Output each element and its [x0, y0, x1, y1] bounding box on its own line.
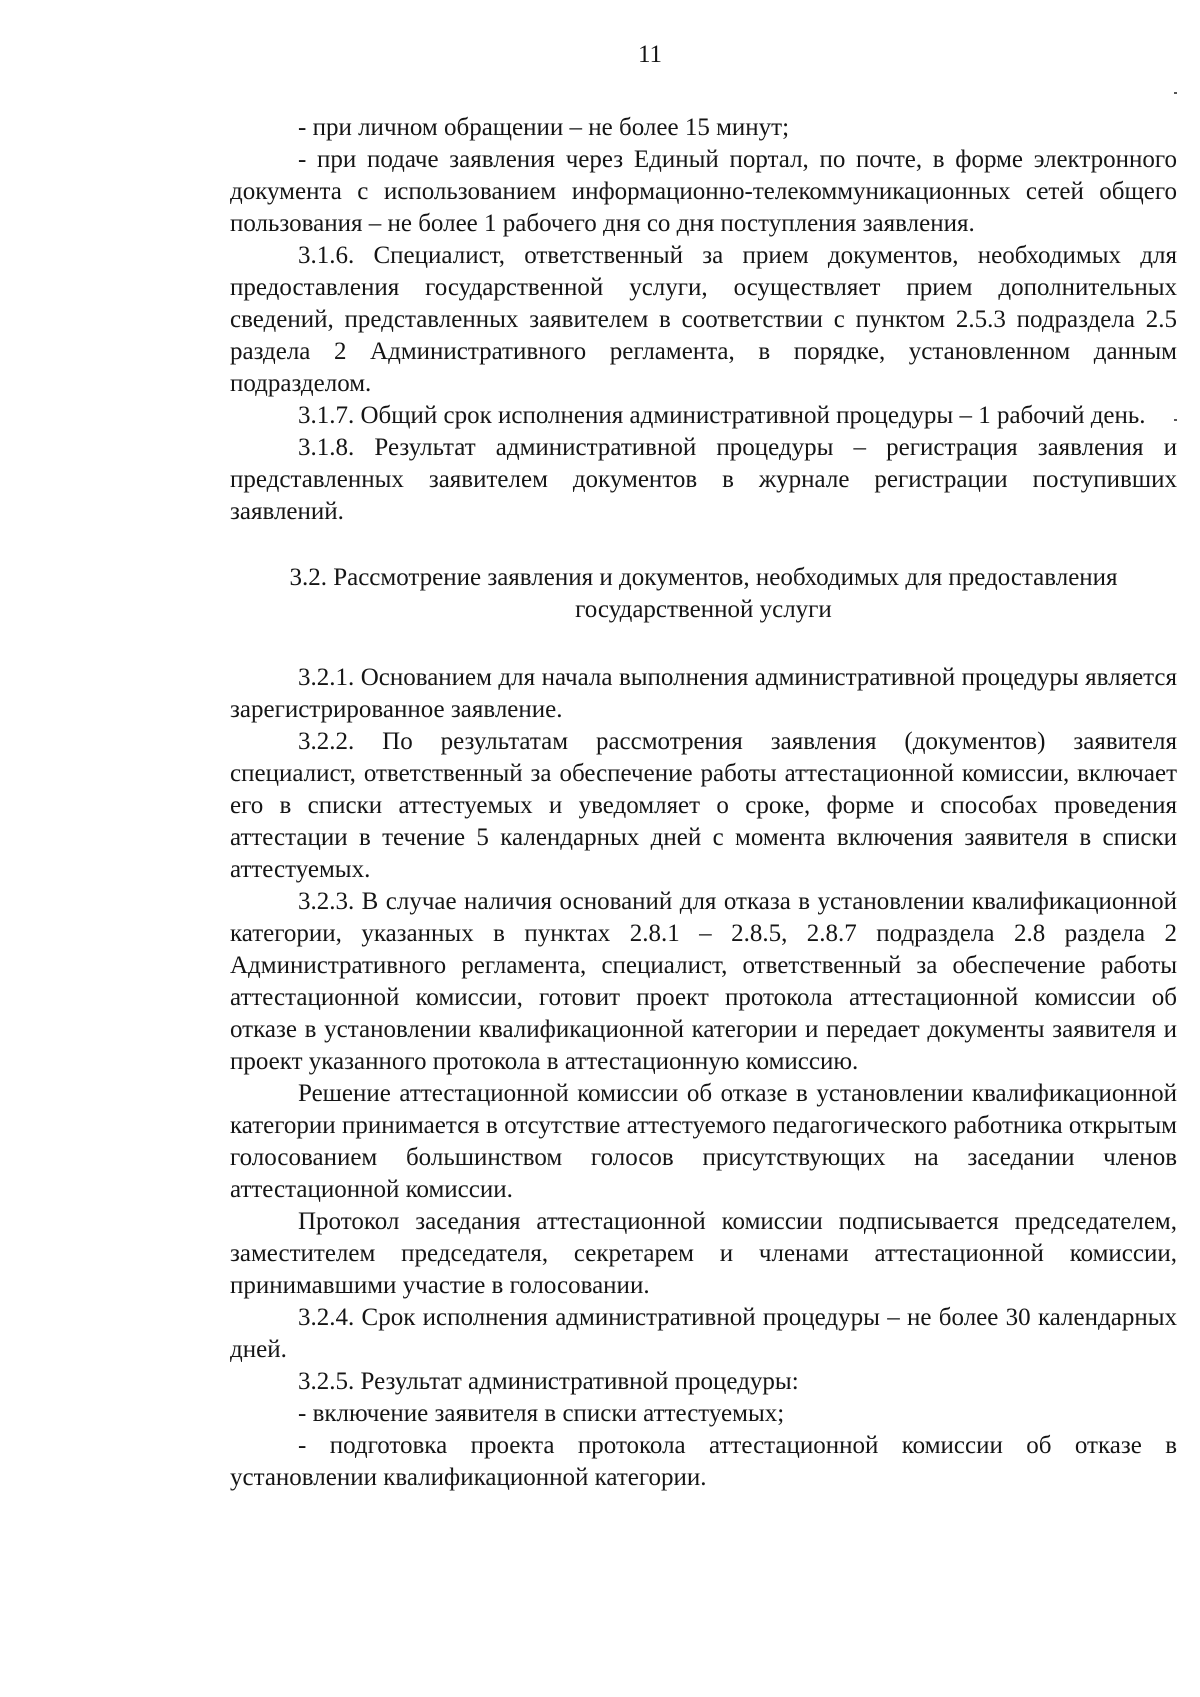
document-body [230, 112, 1177, 1494]
paragraph-commission-decision: Решение аттестационной комиссии об отказе в установлении квалификационной категории принимается в отсутствие аттестуемого педагогического работника открытым голосованием большинством голосов присутствующих на заседании членов аттестационной комиссии. [230, 1080, 1177, 1203]
list-item-portal-submission: - при подаче заявления через Единый портал, по почте, в форме электронного документа с использованием информационно-телекоммуникационных сетей общего пользования – не более 1 рабочего дня со дня поступления заявления. [230, 146, 1177, 237]
list-item-inclusion: - включение заявителя в списки аттестуемых; [298, 1400, 785, 1427]
paragraph-3-1-6: 3.1.6. Специалист, ответственный за прием документов, необходимых для предоставления государственной услуги, осуществляет прием дополнительных сведений, представленных заявителем в соответствии с пунктом 2.5.3 подраздела 2.5 раздела 2 Административного регламента, в порядке, установленном данным подразделом. [230, 242, 1177, 397]
scan-speck [1174, 92, 1177, 94]
paragraph-3-2-3: 3.2.3. В случае наличия оснований для отказа в установлении квалификационной категории, указанных в пунктах 2.8.1 – 2.8.5, 2.8.7 подраздела 2.8 раздела 2 Административного регламента, специалист, ответственный за обеспечение работы аттестационной комиссии, готовит проект протокола аттестационной комиссии об отказе в установлении квалификационной категории и передает документы заявителя и проект указанного протокола в аттестационную комиссию. [230, 888, 1177, 1075]
paragraph-3-2-5: 3.2.5. Результат административной процедуры: [298, 1368, 799, 1395]
paragraph-3-2-1: 3.2.1. Основанием для начала выполнения административной процедуры является зарегистрированное заявление. [230, 664, 1177, 723]
spacer [230, 626, 1177, 662]
list-item-personal-visit: - при личном обращении – не более 15 минут; [298, 114, 790, 141]
list-item-protocol-preparation: - подготовка проекта протокола аттестационной комиссии об отказе в установлении квалификационной категории. [230, 1432, 1177, 1491]
paragraph-3-1-7: 3.1.7. Общий срок исполнения административной процедуры – 1 рабочий день. [298, 402, 1146, 429]
page-number: 11 [637, 41, 663, 68]
section-heading-line-2: государственной услуги [575, 596, 832, 623]
paragraph-3-2-2: 3.2.2. По результатам рассмотрения заявления (документов) заявителя специалист, ответственный за обеспечение работы аттестационной комиссии, включает его в списки аттестуемых и уведомляет о сроке, форме и способах проведения аттестации в течение 5 календарных дней с момента включения заявителя в списки аттестуемых. [230, 728, 1177, 883]
spacer [230, 528, 1177, 562]
section-heading-3-2 [230, 562, 1177, 626]
section-heading-line-1: 3.2. Рассмотрение заявления и документов, необходимых для предоставления [289, 564, 1118, 591]
paragraph-protocol-signing: Протокол заседания аттестационной комиссии подписывается председателем, заместителем председателя, секретарем и членами аттестационной комиссии, принимавшими участие в голосовании. [230, 1208, 1177, 1299]
paragraph-3-1-8: 3.1.8. Результат административной процедуры – регистрация заявления и представленных заявителем документов в журнале регистрации поступивших заявлений. [230, 434, 1177, 525]
paragraph-3-2-4: 3.2.4. Срок исполнения административной процедуры – не более 30 календарных дней. [230, 1304, 1177, 1363]
